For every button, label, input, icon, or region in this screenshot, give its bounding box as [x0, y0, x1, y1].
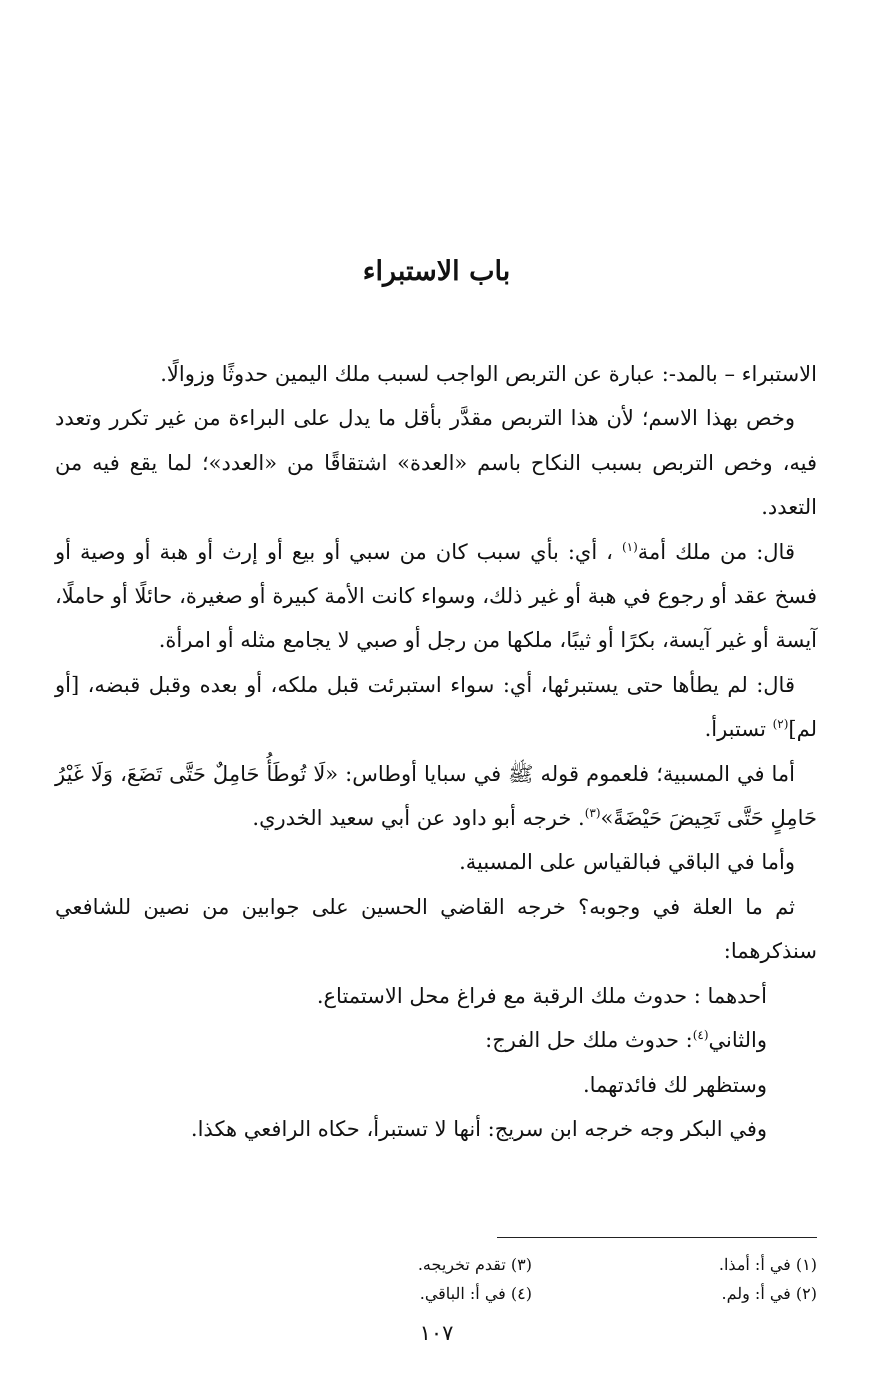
paragraph-text: . خرجه أبو داود عن أبي سعيد الخدري. [252, 806, 585, 831]
paragraph-text: قال: من ملك أمة [637, 539, 795, 564]
paragraph-text: قال: لم يطأها حتى يستبرئها، أي: سواء استبرئت قبل ملكه، أو بعده وقبل قبضه، [أو لم] [55, 672, 817, 742]
footnote-ref-1: (١) [621, 539, 638, 554]
body-text [55, 352, 817, 1151]
paragraph-text: تستبرأ. [704, 717, 773, 742]
paragraph-analogy: وأما في الباقي فبالقياس على المسبية. [459, 850, 795, 875]
footnote-ref-2: (٢) [772, 717, 789, 732]
footnote-ref-4: (٤) [692, 1028, 709, 1043]
paragraph-text: أما في المسبية؛ فلعموم قوله ﷺ في سبايا أوطاس: «لَا تُوطَأُ حَامِلٌ حَتَّى تَضَعَ، وَلَا غَيْرُ حَامِلٍ حَتَّى تَحِيضَ حَيْضَةً» [55, 761, 817, 831]
paragraph-reason: ثم ما العلة في وجوبه؟ خرجه القاضي الحسين على جوابين من نصين للشافعي سنذكرهما: [55, 894, 817, 964]
footnote-4: (٤) في أ: الباقي. [419, 1284, 532, 1303]
paragraph-text: : حدوث ملك حل الفرج: [485, 1028, 693, 1053]
footnote-1: (١) في أ: أمذا. [718, 1255, 817, 1274]
chapter-title: باب الاستبراء [362, 256, 511, 287]
footnote-2: (٢) في أ: ولم. [721, 1284, 817, 1303]
footnote-3: (٣) تقدم تخريجه. [417, 1255, 532, 1274]
footnotes-column-right [557, 1250, 817, 1308]
footnote-divider [497, 1237, 817, 1238]
paragraph-no-intercourse [55, 663, 817, 752]
paragraph-naming: وخص بهذا الاسم؛ لأن هذا التربص مقدَّر بأقل ما يدل على البراءة من غير تكرر وتعدد فيه، وخص التربص بسبب النكاح باسم «العدة» اشتقاقًا من «العدد»؛ لما يقع فيه من التعدد. [55, 406, 817, 520]
paragraph-ownership [55, 530, 817, 663]
paragraph-text: والثاني [708, 1028, 767, 1053]
paragraph-text: ، أي: بأي سبب كان من سبي أو بيع أو إرث أو هبة أو وصية أو فسخ عقد أو رجوع في هبة أو غير ذلك، وسواء كانت الأمة كبيرة أو صغيرة، حائلًا أو حاملًا، آيسة أو غير آيسة، بكرًا أو ثيبًا، ملكها من رجل أو صبي لا يجامع مثله أو امرأة. [55, 539, 817, 653]
paragraph-second-answer [55, 1018, 817, 1062]
paragraph-first-answer: أحدهما : حدوث ملك الرقبة مع فراغ محل الاستمتاع. [316, 983, 767, 1008]
footnote-ref-3: (٣) [584, 806, 601, 821]
paragraph-definition: الاستبراء – بالمد-: عبارة عن التربص الواجب لسبب ملك اليمين حدوثًا وزوالًا. [160, 362, 817, 386]
paragraph-virgin: وفي البكر وجه خرجه ابن سريج: أنها لا تستبرأ، حكاه الرافعي هكذا. [190, 1116, 767, 1141]
paragraph-hadith [55, 752, 817, 841]
page-number: ١٠٧ [419, 1321, 454, 1345]
footnotes-column-left [272, 1250, 532, 1308]
paragraph-benefit: وستظهر لك فائدتهما. [582, 1072, 767, 1097]
